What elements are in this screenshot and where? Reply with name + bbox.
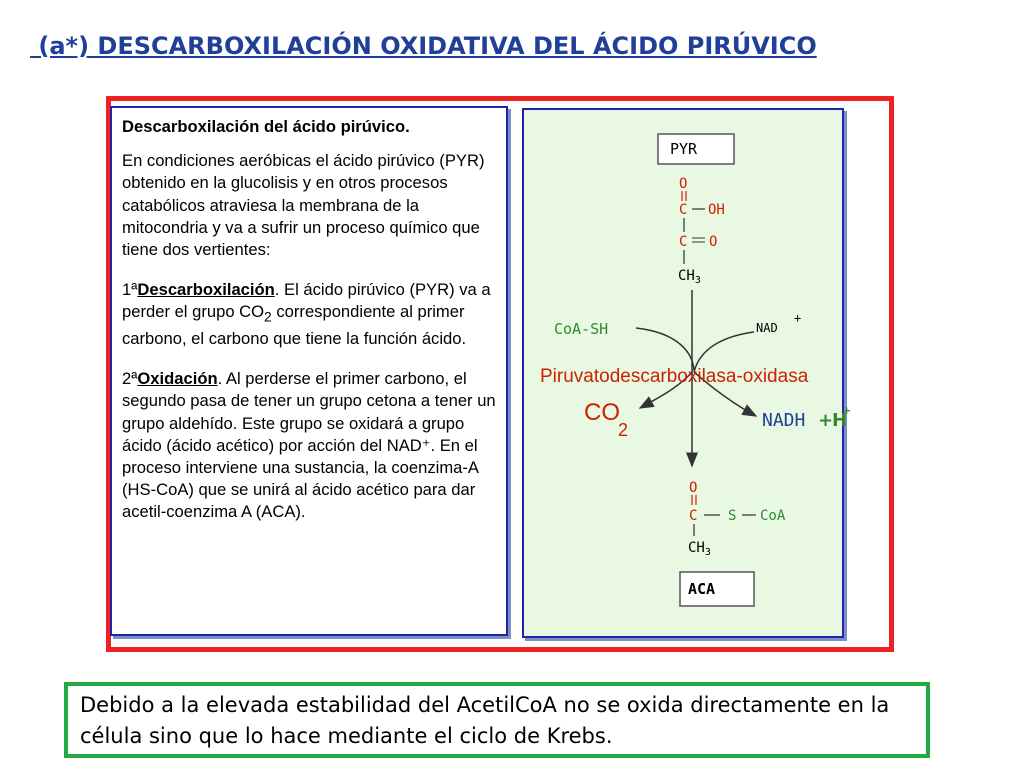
- aca-o-top: O: [689, 480, 698, 496]
- oxidation-paragraph: [122, 368, 496, 523]
- step1-body: . El ácido pirúvico (PYR) va a perder el grupo CO: [122, 280, 491, 322]
- reaction-diagram: [522, 108, 852, 638]
- pyr-c1: C: [679, 202, 688, 218]
- coa-sh-curve: [636, 328, 694, 370]
- nad-plus: +: [794, 311, 802, 325]
- decarboxylation-term: Descarboxilación: [137, 280, 275, 300]
- h-plus: +: [842, 404, 852, 417]
- aca-label: ACA: [688, 580, 716, 598]
- decarboxylation-paragraph: [122, 279, 496, 350]
- pyr-o2: O: [709, 234, 718, 250]
- h-label: H: [832, 410, 848, 431]
- co2-subscript: 2: [264, 308, 272, 325]
- aca-s: S: [728, 508, 737, 524]
- oxidation-term: Oxidación: [137, 369, 218, 389]
- step2-body: . Al perderse el primer carbono, el segundo pasa de tener un grupo cetona a tener un grupo aldehído. Este grupo se oxidará a grupo ácido (ácido acético) por acción del NAD⁺. En el proceso interviene una sustancia, la coenzima-A (HS-CoA) que se unirá al ácido acético para dar acetil-coenzima A (ACA).: [122, 369, 496, 522]
- intro-paragraph: En condiciones aeróbicas el ácido pirúvico (PYR) obtenido en la glucolisis y en otros procesos catabólicos atraviesa la membrana de la mitocondria y va a sufrir un proceso químico que tiene dos vertientes:: [122, 151, 485, 260]
- pyr-ch3: [678, 268, 701, 286]
- aca-coa: CoA: [760, 508, 786, 524]
- pyr-ch3-subscript: 3: [694, 275, 701, 286]
- coa-sh-label: CoA-SH: [554, 320, 609, 338]
- pyr-ch3-text: CH: [678, 268, 695, 284]
- krebs-note: Debido a la elevada estabilidad del AcetilCoA no se oxida directamente en la célula sino que lo hace mediante el ciclo de Krebs.: [64, 682, 930, 758]
- step1-prefix: 1ª: [122, 280, 138, 300]
- aca-c: C: [689, 508, 698, 524]
- text-heading: Descarboxilación del ácido pirúvico.: [122, 117, 410, 136]
- pyr-oh: OH: [708, 202, 725, 218]
- step1-tail: correspondiente al primer carbono, el carbono que tiene la función ácido.: [122, 302, 467, 348]
- page-title: (a*) DESCARBOXILACIÓN OXIDATIVA DEL ÁCIDO PIRÚVICO: [30, 32, 817, 60]
- nadh-plus: +: [818, 410, 834, 431]
- aca-ch3: [688, 540, 711, 558]
- aca-ch3-text: CH: [688, 540, 705, 556]
- text-panel: [110, 106, 508, 636]
- enzyme-label: Piruvatodescarboxilasa-oxidasa: [540, 366, 809, 387]
- pyr-label: PYR: [670, 140, 698, 158]
- step2-prefix: 2ª: [122, 369, 138, 389]
- nadh-label: NADH: [762, 410, 806, 431]
- aca-ch3-subscript: 3: [704, 547, 711, 558]
- pyr-c2: C: [679, 234, 688, 250]
- co2-label: CO: [584, 399, 620, 426]
- reaction-svg: [524, 110, 852, 640]
- pyr-o-top: O: [679, 176, 688, 192]
- nad-label: NAD: [756, 321, 778, 335]
- co2-subscript: 2: [618, 420, 629, 440]
